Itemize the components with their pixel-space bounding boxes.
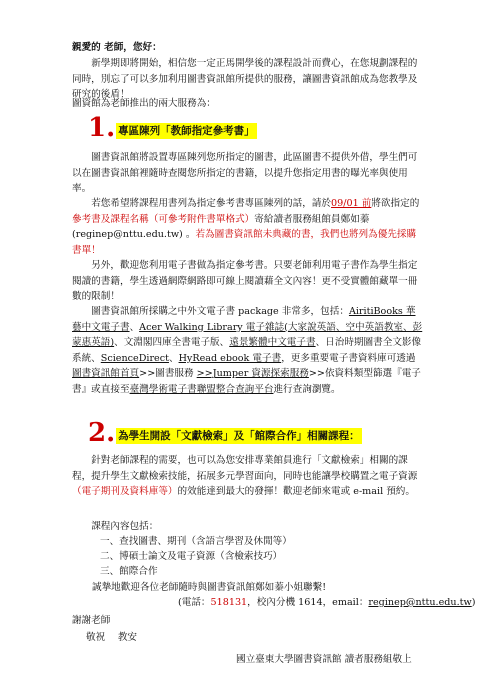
link-airitibooks[interactable]: AiritiBooks 華藝中文電子書 bbox=[72, 306, 416, 333]
course-item-1: 一、查找圖書、期刊（含語言學習及休閒等） bbox=[100, 536, 292, 547]
reference-book-note: 參考書及課程名稱（可參考附件書單格式） bbox=[72, 213, 255, 225]
contact-invitation: 誠摯地歡迎各位老師隨時與圖書資訊館鄭如蓁小姐聯繫! bbox=[92, 582, 327, 593]
link-sciencedirect[interactable]: ScienceDirect bbox=[100, 352, 169, 364]
section1-number: 1. bbox=[88, 113, 116, 143]
services-intro: 圖資館為老師推出的兩大服務為： bbox=[72, 98, 216, 109]
signature: 國立臺東大學圖書資訊館 讀者服務組敬上 bbox=[236, 654, 412, 665]
course-item-2: 二、博碩士論文及電子資源（含檢索技巧） bbox=[100, 551, 283, 562]
link-acer-walking-library[interactable]: Acer Walking Library 電子雜誌(大家說英語、空中英語教室、彭蒙惠英語) bbox=[72, 321, 423, 349]
course-content-label: 課程內容包括： bbox=[91, 521, 159, 532]
course-item-3: 三、館際合作 bbox=[100, 566, 158, 577]
section1-paragraph3: 另外，歡迎您利用電子書做為指定參考書。只要老師利用電子書作為學生指定閱讀的書籍，學生透過網際網路即可線上閱讀藉全文內容！更不受實體館藏單一冊數的限制！ bbox=[72, 260, 418, 303]
link-taiwan-ebook-consortium[interactable]: 臺灣學術電子書聯盟整合查詢平台 bbox=[129, 383, 274, 395]
contact-details: (電話：518131，校內分機 1614，email：reginep@nttu.edu.tw) bbox=[178, 597, 476, 608]
contact-email-link[interactable]: reginep@nttu.edu.tw bbox=[368, 597, 472, 608]
section2-heading bbox=[88, 420, 362, 446]
section1-heading bbox=[88, 115, 257, 141]
e-resources-note: （電子期刊及資料庫等） bbox=[72, 486, 178, 498]
closing-thanks: 謝謝老師 bbox=[72, 615, 111, 626]
section1-paragraph4: 圖書資訊館所採購之中外文電子書 package 非常多，包括：AiritiBooks 華藝中文電子書、Acer Walking Library 電子雜誌(大家說英語、空中英語教室、彭蒙惠英語)、文淵閣四庫全書電子版、遠景繁體中文電子書、日治時期圖書全文影像系統、ScienceDirect、HyRead ebook 電子書，更多重要電子書資料庫可透過圖書資訊館首頁>>圖書服務 >>Jumper 資源探索服務>>依資料類型篩選『電子書』或直接至臺灣學術電子書聯盟整合查詢平台進行查詢瀏覽。 bbox=[72, 306, 423, 395]
link-yuanjing-ebooks[interactable]: 遠景繁體中文電子書 bbox=[229, 337, 316, 349]
deadline-date: 09/01 前 bbox=[331, 198, 372, 209]
section2-number: 2. bbox=[88, 418, 116, 448]
purchase-priority-note: 若為圖書資訊館未典藏的書，我們也將列為優先採購書單！ bbox=[72, 229, 417, 256]
closing-regards: 敬祝 教安 bbox=[86, 632, 138, 643]
section2-title: 為學生開設「文獻檢索」及「館際合作」相關課程： bbox=[118, 430, 360, 442]
section1-paragraph2: 若您希望將課程用書列為指定參考書專區陳列的話，請於09/01 前將欲指定的參考書及課程名稱（可參考附件書單格式）寄給讀者服務組館員鄭如蓁(reginep@nttu.edu.tw) 。若為圖書資訊館未典藏的書，我們也將列為優先採購書單！ bbox=[72, 198, 420, 256]
link-jumper-discovery[interactable]: >>Jumper 資源探索服務 bbox=[196, 368, 309, 380]
section2-paragraph1: 針對老師課程的需要，也可以為您安排專業館員進行「文獻檢索」相關的課程，提升學生文獻檢索技能，拓展多元學習面向，同時也能讓學校購置之電子資源（電子期刊及資料庫等）的效能達到最大的發揮！歡迎老師來電或 e-mail 預約。 bbox=[72, 455, 418, 498]
section1-title: 專區陳列「教師指定參考書」 bbox=[118, 125, 255, 137]
intro-paragraph: 新學期即將開始，相信您一定正馬開學後的課程設計而費心，在您規劃課程的同時，別忘了可以多加利用圖書資訊館所提供的服務，讓圖書資訊館成為您教學及研究的後盾！ bbox=[72, 58, 418, 101]
link-library-homepage[interactable]: 圖書資訊館首頁 bbox=[72, 368, 140, 380]
section1-paragraph1: 圖書資訊館將設置專區陳列您所指定的圖書，此區圖書不提供外借，學生們可以在圖書資訊館裡隨時查閱您所指定的書籍，以提升您指定用書的曝光率與使用率。 bbox=[72, 152, 418, 195]
contact-phone: 518131 bbox=[210, 597, 248, 608]
link-hyread-ebook[interactable]: HyRead ebook 電子書 bbox=[178, 352, 282, 364]
greeting: 親愛的 老師，您好： bbox=[72, 42, 162, 53]
